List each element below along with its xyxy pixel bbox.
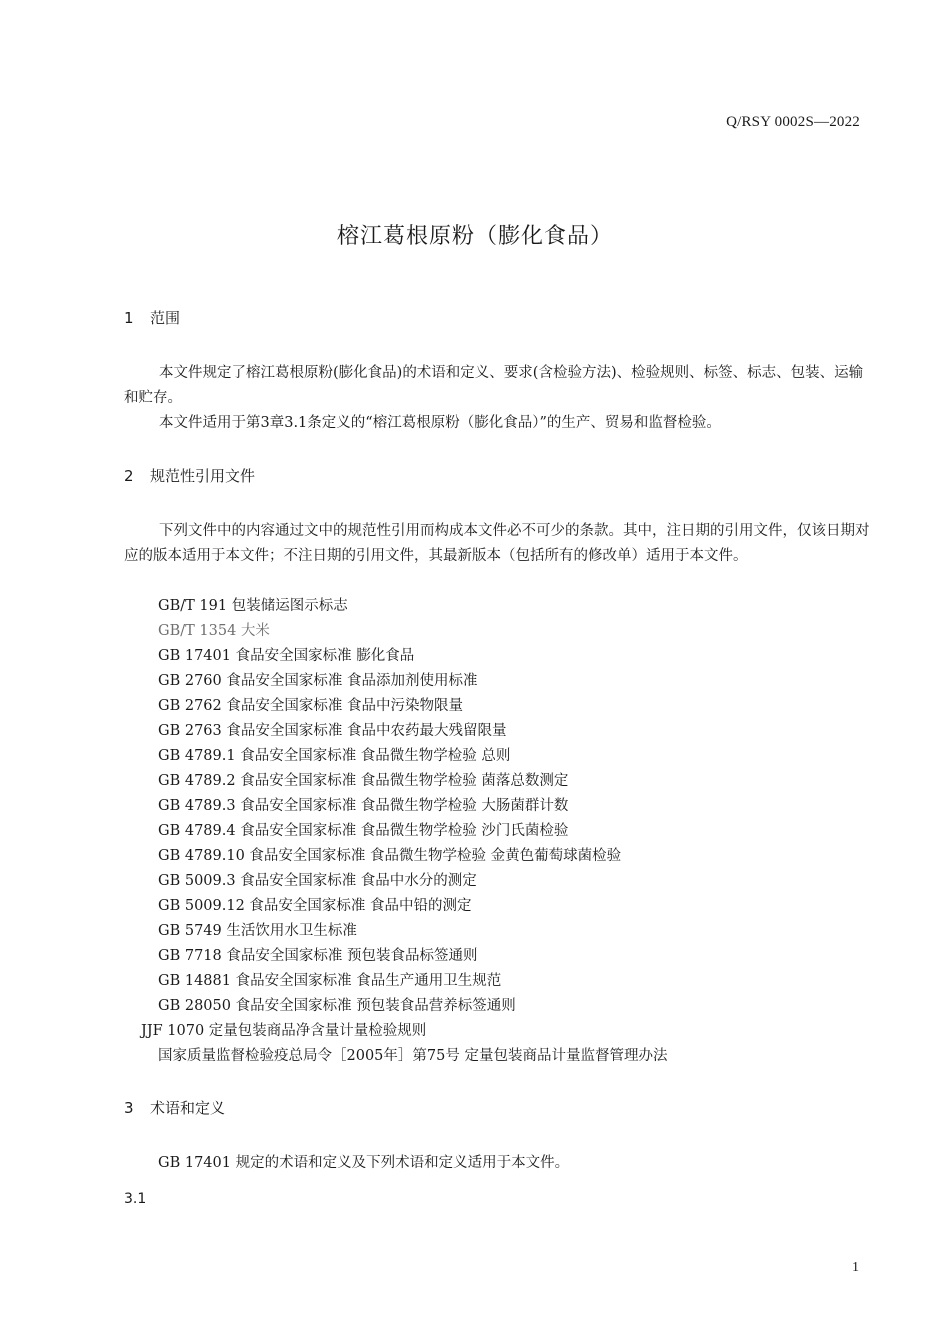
section-title: 范围 [150,309,181,327]
section-number: 1 [124,309,134,327]
section-2-heading [124,465,255,486]
section-1-paragraph: 本文件规定了榕江葛根原粉(膨化食品)的术语和定义、要求(含检验方法)、检验规则、标签、标志、包装、运输和贮存。 [124,365,864,406]
subsection-number: 3.1 [124,1191,147,1207]
reference-item: JJF 1070 定量包装商品净含量计量检验规则 [141,1023,427,1039]
section-1-heading [124,307,180,328]
section-2-intro: 下列文件中的内容通过文中的规范性引用而构成本文件必不可少的条款。其中，注日期的引用文件，仅该日期对应的版本适用于本文件；不注日期的引用文件，其最新版本（包括所有的修改单）适用于本文件。 [124,523,870,564]
reference-item: GB 5749 生活饮用水卫生标准 [158,923,357,939]
reference-item: GB 5009.3 食品安全国家标准 食品中水分的测定 [158,873,477,889]
reference-item: GB 5009.12 食品安全国家标准 食品中铅的测定 [158,898,472,914]
reference-item: GB 7718 食品安全国家标准 预包装食品标签通则 [158,948,478,964]
reference-item: GB 4789.4 食品安全国家标准 食品微生物学检验 沙门氏菌检验 [158,823,569,839]
section-number: 2 [124,467,134,485]
reference-item: GB/T 1354 大米 [158,623,270,639]
reference-item: GB 2762 食品安全国家标准 食品中污染物限量 [158,698,463,714]
section-3-intro: GB 17401 规定的术语和定义及下列术语和定义适用于本文件。 [158,1155,570,1171]
reference-item: GB 14881 食品安全国家标准 食品生产通用卫生规范 [158,973,502,989]
reference-item: 国家质量监督检验疫总局令［2005年］第75号 定量包装商品计量监督管理办法 [158,1048,668,1064]
section-3-heading [124,1097,225,1118]
section-title: 术语和定义 [150,1099,226,1117]
reference-item: GB 28050 食品安全国家标准 预包装食品营养标签通则 [158,998,516,1014]
document-code: Q/RSY 0002S—2022 [726,114,860,130]
document-title: 榕江葛根原粉（膨化食品） [336,224,613,249]
reference-item: GB 4789.1 食品安全国家标准 食品微生物学检验 总则 [158,748,511,764]
reference-item: GB/T 191 包装储运图示标志 [158,598,348,614]
section-1-paragraph: 本文件适用于第3章3.1条定义的“榕江葛根原粉（膨化食品）”的生产、贸易和监督检验。 [159,415,721,431]
reference-item: GB 4789.2 食品安全国家标准 食品微生物学检验 菌落总数测定 [158,773,569,789]
page-number: 1 [852,1260,859,1275]
reference-item: GB 2763 食品安全国家标准 食品中农药最大残留限量 [158,723,507,739]
section-title: 规范性引用文件 [150,467,256,485]
reference-item: GB 17401 食品安全国家标准 膨化食品 [158,648,415,664]
reference-item: GB 4789.10 食品安全国家标准 食品微生物学检验 金黄色葡萄球菌检验 [158,848,622,864]
section-number: 3 [124,1099,134,1117]
reference-item: GB 2760 食品安全国家标准 食品添加剂使用标准 [158,673,478,689]
reference-item: GB 4789.3 食品安全国家标准 食品微生物学检验 大肠菌群计数 [158,798,569,814]
